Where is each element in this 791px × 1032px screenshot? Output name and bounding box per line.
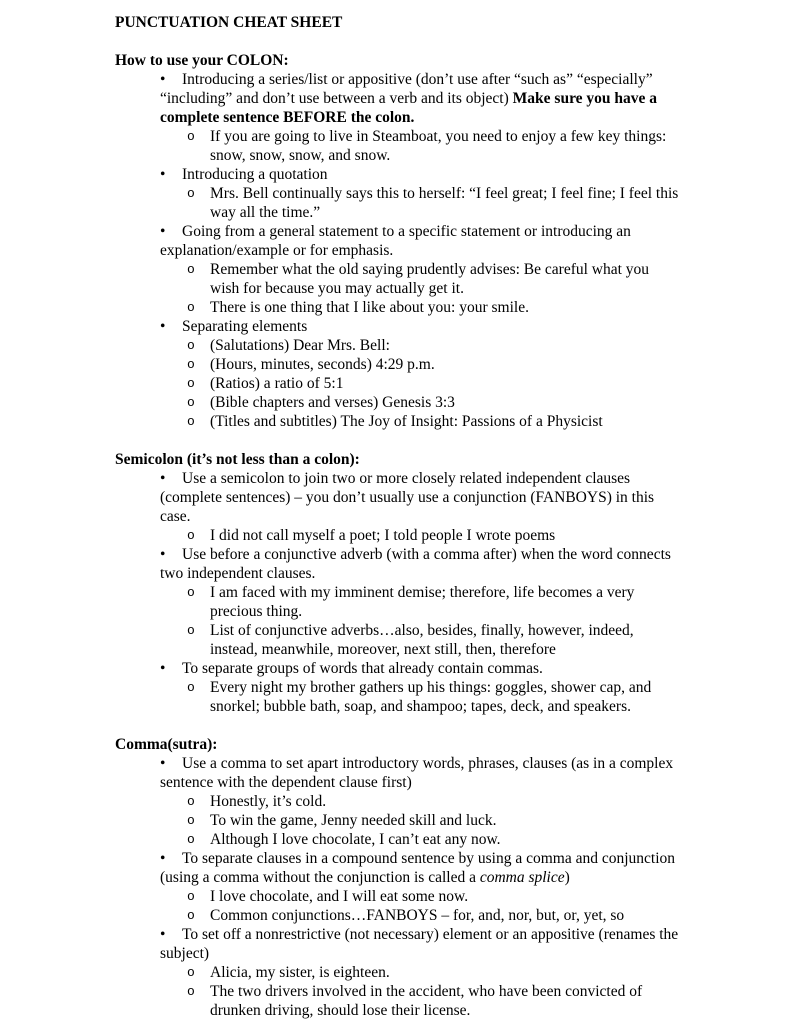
sub-bullet-icon: o [187,585,195,600]
sub-bullet-icon: o [187,376,195,391]
bullet-item [160,925,680,1020]
sub-bullet-item [160,374,680,393]
bullet-icon: • [160,850,166,867]
bullet-item [160,849,680,925]
sub-bullet-item [160,412,680,431]
sub-bullet-icon: o [187,262,195,277]
bullet-text [182,660,543,677]
bullet-text [160,223,631,259]
sub-bullet-text: (Bible chapters and verses) Genesis 3:3 [210,394,455,411]
sub-bullet-icon: o [187,129,195,144]
bullet-icon: • [160,166,166,183]
bullet-text [160,470,654,525]
sub-bullet-item [160,260,680,298]
sub-bullet-item [160,830,680,849]
text-run: Introducing a series/list or appositive (don’t use after “such as” “especially” “including” and don’t use between a verb and its object) [160,71,653,107]
sub-bullet-item [160,906,680,925]
text-run: To set off a nonrestrictive (not necessary) element or an appositive (renames the subject) [160,926,679,962]
bullet-icon: • [160,755,166,772]
sub-bullet-list [160,583,680,659]
bullet-text [160,850,675,886]
bullet-item [160,659,680,716]
sub-bullet-item [160,336,680,355]
text-run: To separate groups of words that already contain commas. [182,660,543,677]
text-run: To separate clauses in a compound sentence by using a comma and conjunction (using a comma without the conjunction is called a [160,850,676,886]
sub-bullet-list [160,963,680,1020]
sub-bullet-text: (Ratios) a ratio of 5:1 [210,375,344,392]
document-sections [115,51,680,1020]
sub-bullet-item [160,298,680,317]
sub-bullet-item [160,678,680,716]
sub-bullet-icon: o [187,908,195,923]
sub-bullet-item [160,393,680,412]
sub-bullet-icon: o [187,338,195,353]
text-run: comma splice [479,869,565,886]
text-run: Use a comma to set apart introductory words, phrases, clauses (as in a complex sentence with the dependent clause first) [160,755,674,791]
bullet-item [160,222,680,317]
sub-bullet-text: Every night my brother gathers up his things: goggles, shower cap, and snorkel; bubble bath, soap, and shampoo; tapes, deck, and speakers. [210,679,652,715]
bullet-icon: • [160,546,166,563]
sub-bullet-item [160,982,680,1020]
sub-bullet-text: The two drivers involved in the accident, who have been convicted of drunken driving, should lose their license. [210,983,643,1019]
text-run: Separating elements [182,318,308,335]
sub-bullet-icon: o [187,680,195,695]
sub-bullet-item [160,621,680,659]
sub-bullet-text: List of conjunctive adverbs…also, besides, finally, however, indeed, instead, meanwhile, moreover, next still, then, therefore [210,622,634,658]
sub-bullet-item [160,526,680,545]
bullet-text [160,755,673,791]
bullet-icon: • [160,71,166,88]
text-run: Going from a general statement to a specific statement or introducing an explanation/example or for emphasis. [160,223,631,259]
sub-bullet-item [160,184,680,222]
sub-bullet-list [160,336,680,431]
sub-bullet-text: (Titles and subtitles) The Joy of Insight: Passions of a Physicist [210,413,603,430]
section [115,735,680,1020]
bullet-text [182,318,307,335]
bullet-item [160,754,680,849]
sub-bullet-list [160,127,680,165]
sub-bullet-item [160,127,680,165]
sub-bullet-icon: o [187,794,195,809]
sub-bullet-item [160,887,680,906]
sub-bullet-text: Common conjunctions…FANBOYS – for, and, nor, but, or, yet, so [210,907,625,924]
sub-bullet-icon: o [187,623,195,638]
section [115,51,680,431]
text-run: Make sure you have a complete sentence BEFORE the colon. [160,90,658,126]
sub-bullet-item [160,792,680,811]
sub-bullet-text: I love chocolate, and I will eat some now. [210,888,469,905]
bullet-icon: • [160,660,166,677]
bullet-item [160,70,680,165]
sub-bullet-list [160,792,680,849]
bullet-text [160,926,678,962]
bullet-icon: • [160,223,166,240]
section-heading: How to use your COLON: [115,52,289,69]
sub-bullet-text: (Salutations) Dear Mrs. Bell: [210,337,390,354]
sub-bullet-text: Mrs. Bell continually says this to herself: “I feel great; I feel fine; I feel this way all the time.” [210,185,679,221]
sub-bullet-text: If you are going to live in Steamboat, you need to enjoy a few key things: snow, snow, snow, and snow. [210,128,667,164]
sub-bullet-text: To win the game, Jenny needed skill and luck. [210,812,497,829]
bullet-text [160,546,671,582]
bullet-list [115,70,680,431]
sub-bullet-icon: o [187,186,195,201]
sub-bullet-icon: o [187,984,195,999]
sub-bullet-list [160,184,680,222]
bullet-icon: • [160,926,166,943]
sub-bullet-icon: o [187,395,195,410]
sub-bullet-icon: o [187,300,195,315]
sub-bullet-icon: o [187,832,195,847]
bullet-item [160,165,680,222]
bullet-text [160,71,657,126]
document-title: PUNCTUATION CHEAT SHEET [115,14,343,31]
text-run: Use before a conjunctive adverb (with a comma after) when the word connects two independent clauses. [160,546,671,582]
sub-bullet-item [160,583,680,621]
bullet-text [182,166,328,183]
sub-bullet-item [160,811,680,830]
sub-bullet-icon: o [187,813,195,828]
sub-bullet-text: (Hours, minutes, seconds) 4:29 p.m. [210,356,435,373]
bullet-item [160,545,680,659]
sub-bullet-list [160,887,680,925]
sub-bullet-icon: o [187,357,195,372]
sub-bullet-item [160,963,680,982]
sub-bullet-list [160,678,680,716]
text-run: Use a semicolon to join two or more closely related independent clauses (complete sentences) – you don’t usually use a conjunction (FANBOYS) in this case. [160,470,655,525]
sub-bullet-text: Alicia, my sister, is eighteen. [210,964,390,981]
sub-bullet-list [160,260,680,317]
sub-bullet-list [160,526,680,545]
sub-bullet-item [160,355,680,374]
bullet-item [160,469,680,545]
text-run: Introducing a quotation [182,166,328,183]
section-heading: Semicolon (it’s not less than a colon): [115,451,360,468]
sub-bullet-icon: o [187,889,195,904]
bullet-icon: • [160,318,166,335]
text-run: ) [564,869,570,886]
sub-bullet-text: I am faced with my imminent demise; therefore, life becomes a very precious thing. [210,584,635,620]
sub-bullet-icon: o [187,965,195,980]
section-heading: Comma(sutra): [115,736,218,753]
section [115,450,680,716]
sub-bullet-text: I did not call myself a poet; I told people I wrote poems [210,527,556,544]
bullet-list [115,754,680,1020]
sub-bullet-icon: o [187,528,195,543]
bullet-item [160,317,680,431]
sub-bullet-text: There is one thing that I like about you: your smile. [210,299,529,316]
sub-bullet-text: Remember what the old saying prudently advises: Be careful what you wish for because you may actually get it. [210,261,650,297]
bullet-icon: • [160,470,166,487]
sub-bullet-text: Although I love chocolate, I can’t eat any now. [210,831,501,848]
sub-bullet-icon: o [187,414,195,429]
sub-bullet-text: Honestly, it’s cold. [210,793,327,810]
bullet-list [115,469,680,716]
